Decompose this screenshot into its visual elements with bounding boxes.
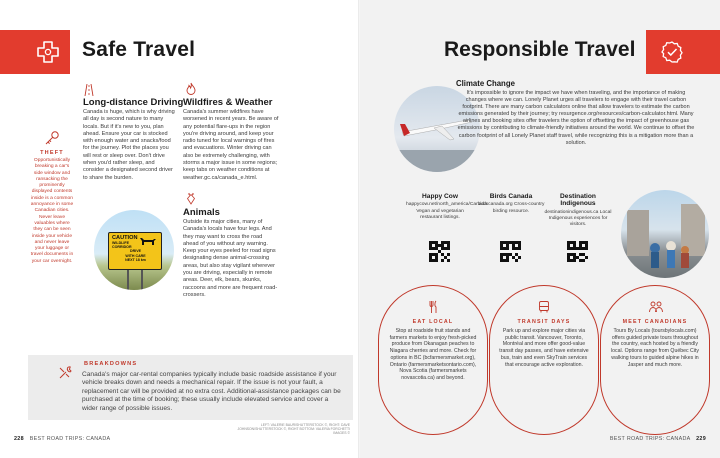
breakdowns-title: BREAKDOWNS	[84, 361, 138, 367]
climate-change-heading: Climate Change	[456, 79, 515, 88]
breakdowns-text: Canada's major car-rental companies typically include basic roadside assistance if your vehicle breaks down and needs a mechanical repair. If the issue is not your fault, a replacement car will be provided at no extra cost. Additional-assistance packages can be purchased at the time of booking; these usually include elevated service and cover a wider range of possible issues.	[82, 371, 341, 412]
moose-silhouette-icon	[139, 237, 159, 247]
caution-sign	[108, 232, 162, 270]
qr-code-icon[interactable]	[429, 241, 450, 262]
animals-heading: Animals	[183, 207, 220, 218]
meet-canadians-title: MEET CANADIANS	[622, 319, 688, 325]
org-name: Destination Indigenous	[560, 193, 596, 208]
page-title: Safe Travel	[82, 38, 196, 61]
driving-heading: Long-distance Driving	[83, 97, 184, 108]
wrench-icon	[58, 366, 72, 385]
people-icon	[648, 300, 664, 319]
key-icon	[44, 130, 60, 151]
page-title: Responsible Travel	[444, 38, 636, 61]
org-birds-canada	[477, 193, 545, 215]
theft-title: THEFT	[40, 150, 64, 156]
wildfires-heading: Wildfires & Weather	[183, 97, 273, 108]
right-footer	[610, 436, 710, 442]
org-destination-indigenous	[544, 193, 612, 228]
qr-code-icon[interactable]	[567, 241, 588, 262]
driving-text: Canada is huge, which is why driving all day is second nature to many locals. But if it's new to you, plan ahead. Ensure your car is stocked with enough water and snacks/food for the journey. Plot the places you will rest or sleep over. Don't drive when you'd rather sleep, and consider a designated second driver to share the burden.	[83, 109, 175, 181]
right-page	[360, 0, 720, 458]
photo-credit: LEFT: VALERIE BAUR/SHUTTERSTOCK ©, RIGHT: DAVE JOHNSON/SHUTTERSTOCK ©, RIGHT BOTTOM: VALERIA FORCHETTI IMAGES ©	[237, 423, 350, 436]
sign-drive: DRIVE	[130, 249, 141, 254]
org-desc: destinationindigenous.ca Local Indigenous experiences for visitors.	[544, 209, 612, 228]
eat-local-title: EAT LOCAL	[412, 319, 454, 325]
org-desc: happycow.net/north_america/Canada Vegan and vegetarian restaurant listings.	[406, 202, 488, 220]
transit-days-title: TRANSIT DAYS	[517, 319, 571, 325]
left-page-number: 228	[14, 436, 24, 442]
qr-code-icon[interactable]	[500, 241, 521, 262]
eat-local-text: Stop at roadside fruit stands and farmers markets to enjoy fresh-picked produce from Okanagan peaches to Niagara cherries and more. Check for options in BC (bcfarmersmarket.org), Ontario (farmersmarketsontario.com), Nova Scotia (farmersmarkets novascotia.ca) and beyond.	[389, 328, 477, 381]
org-name: Birds Canada	[489, 193, 533, 200]
fork-knife-icon	[426, 300, 440, 319]
theft-text: Opportunistically breaking a car's side window and ransacking the prominently displayed contents inside is a common annoyance in some Canadian cities. Never leave valuables where they can be seen inside your vehicle and never leave your luggage or travel documents in your car overnight.	[30, 158, 74, 264]
sign-distance: NEXT 18 km	[125, 257, 146, 262]
climate-change-text: It's impossible to ignore the impact we have when traveling, and the importance of making changes where we can. Lonely Planet urges all travelers to engage with their travel carbon footprint. There are many carbon calculators online that allow travelers to estimate the carbon emissions generated by their journey; try resurgence.org/resources/carbon-calculator.html. Many airlines and booking sites offer travelers the option of offsetting the impact of greenhouse gas emissions by contributing to climate-friendly initiatives around the world. We continue to offset the carbon footprint of all Lonely Planet staff travel, while recognizing this is a mitigation more than a solution.	[457, 90, 695, 146]
city-street-photo	[621, 190, 709, 278]
badge-check-icon	[660, 40, 684, 69]
wildfires-text: Canada's summer wildfires have worsened in recent years. Be aware of any potential flare-ups in the region you're driving around, and keep your radio tuned for local warnings of fires and evacuations. Winter driving can also be extremely challenging, with storms a major issue in some regions; keep tabs on weather conditions at weather.gc.ca/canada_e.html.	[183, 109, 279, 181]
wildlife-sign-photo	[94, 210, 174, 290]
org-desc: birdscanada.org Cross-country birding resource.	[477, 202, 545, 214]
sign-corridor: CORRIDOR	[112, 245, 132, 250]
bus-icon	[537, 300, 551, 319]
first-aid-cross-icon	[36, 40, 60, 69]
meet-canadians-text: Tours By Locals (toursbylocals.com) offers guided private tours throughout the country, each hosted by a friendly local. Options range from Québec City walking tours to guided alpine hikes in Jasper and much more.	[611, 328, 699, 368]
sign-wildlife: WILDLIFE	[112, 241, 129, 245]
org-name: Happy Cow	[422, 193, 458, 200]
left-running-head: BEST ROAD TRIPS: CANADA	[29, 436, 111, 442]
right-page-number: 229	[696, 436, 706, 442]
left-footer	[10, 436, 110, 442]
right-running-head: BEST ROAD TRIPS: CANADA	[609, 436, 691, 442]
sign-with-care: WITH CARE	[125, 253, 146, 258]
org-happy-cow	[406, 193, 488, 221]
sign-caution: CAUTION	[112, 235, 138, 241]
transit-days-text: Park up and explore major cities via public transit. Vancouver, Toronto, Montréal and more offer good-value transit day passes, and have extensive bus, train and even SkyTrain services that encourage active exploration.	[499, 328, 589, 368]
animals-text: Outside its major cities, many of Canada's locals have four legs. And they may want to cross the road ahead of you without any warning. Keep your eyes peeled for road signs designating dense animal-crossing areas, but also stay vigilant wherever you are driving, especially in remote areas. Deer, elk, bears, skunks, raccoons and more are frequent road-crossers.	[183, 219, 278, 298]
